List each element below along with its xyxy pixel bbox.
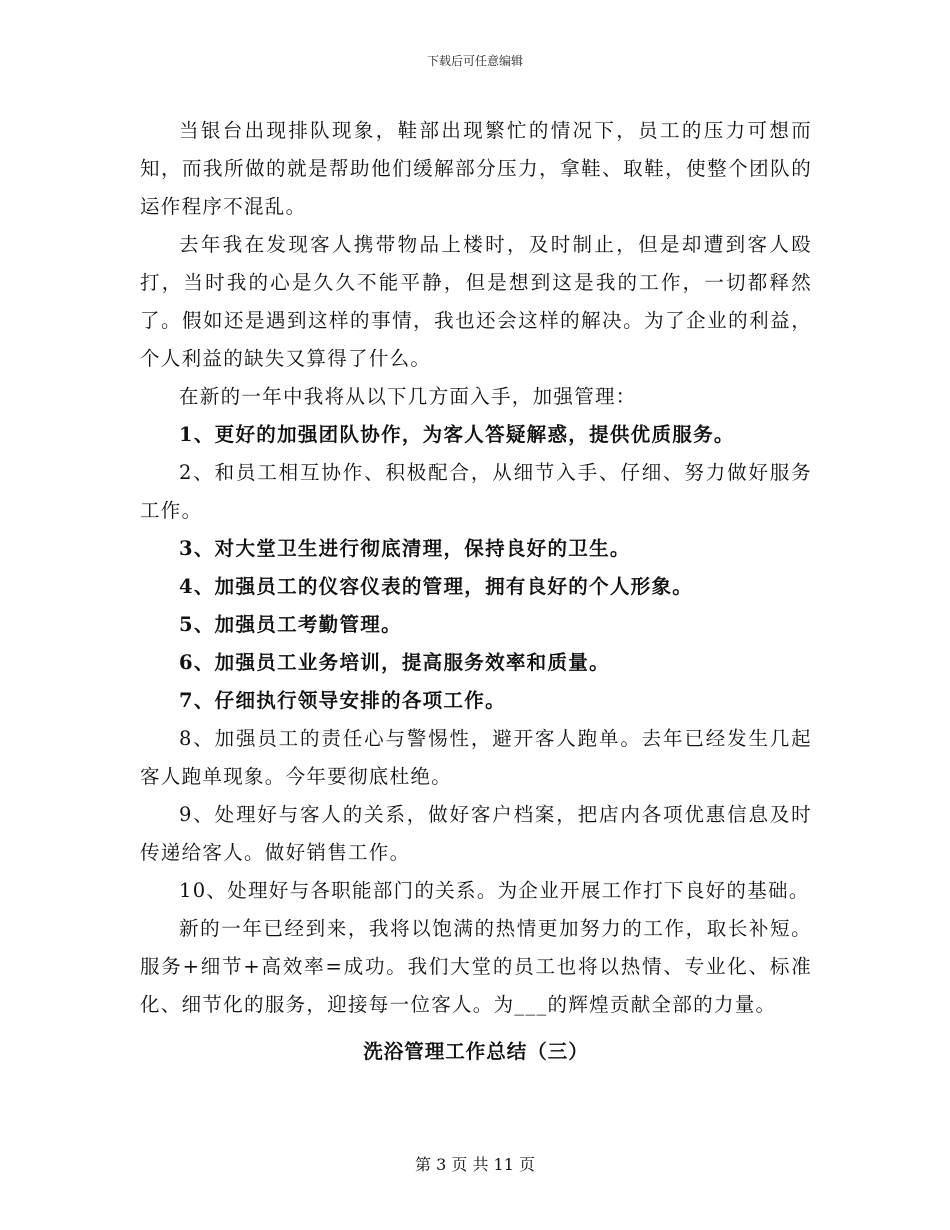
list-item: 8、加强员工的责任心与警惕性，避开客人跑单。去年已经发生几起客人跑单现象。今年要彻底杜绝。 (140, 727, 812, 788)
paragraph: 在新的一年中我将从以下几方面入手，加强管理： (179, 385, 637, 408)
list-item: 3、对大堂卫生进行彻底清理，保持良好的卫生。 (179, 537, 631, 560)
list-item: 9、处理好与客人的关系，做好客户档案，把店内各项优惠信息及时传递给客人。做好销售工作。 (140, 803, 812, 864)
header-note: 下载后可任意编辑 (426, 54, 523, 68)
list-item: 4、加强员工的仪容仪表的管理，拥有良好的个人形象。 (179, 575, 694, 598)
list-item: 2、和员工相互协作、积极配合，从细节入手、仔细、努力做好服务工作。 (140, 461, 812, 522)
paragraph: 去年我在发现客人携带物品上楼时，及时制止，但是却遭到客人殴打，当时我的心是久久不能平静，但是想到这是我的工作，一切都释然了。假如还是遇到这样的事情，我也还会这样的解决。为了企业的利益，个人利益的缺失又算得了什么。 (140, 233, 812, 370)
paragraph: 新的一年已经到来，我将以饱满的热情更加努力的工作，取长补短。服务+细节+高效率=成功。我们大堂的员工也将以热情、专业化、标准化、细节化的服务，迎接每一位客人。为___的辉煌贡献全部的力量。 (140, 917, 812, 1016)
page-number: 第 3 页 共 11 页 (415, 1155, 535, 1174)
list-item: 5、加强员工考勤管理。 (179, 613, 402, 636)
section-title: 洗浴管理工作总结（三） (363, 1040, 589, 1063)
paragraph: 当银台出现排队现象，鞋部出现繁忙的情况下，员工的压力可想而知，而我所做的就是帮助他们缓解部分压力，拿鞋、取鞋，使整个团队的运作程序不混乱。 (140, 119, 812, 218)
document-body (140, 112, 812, 1071)
list-item: 6、加强员工业务培训，提高服务效率和质量。 (179, 651, 610, 674)
list-item: 10、处理好与各职能部门的关系。为企业开展工作打下良好的基础。 (179, 879, 810, 902)
list-item: 7、仔细执行领导安排的各项工作。 (179, 689, 506, 712)
list-item: 1、更好的加强团队协作，为客人答疑解惑，提供优质服务。 (179, 423, 735, 446)
